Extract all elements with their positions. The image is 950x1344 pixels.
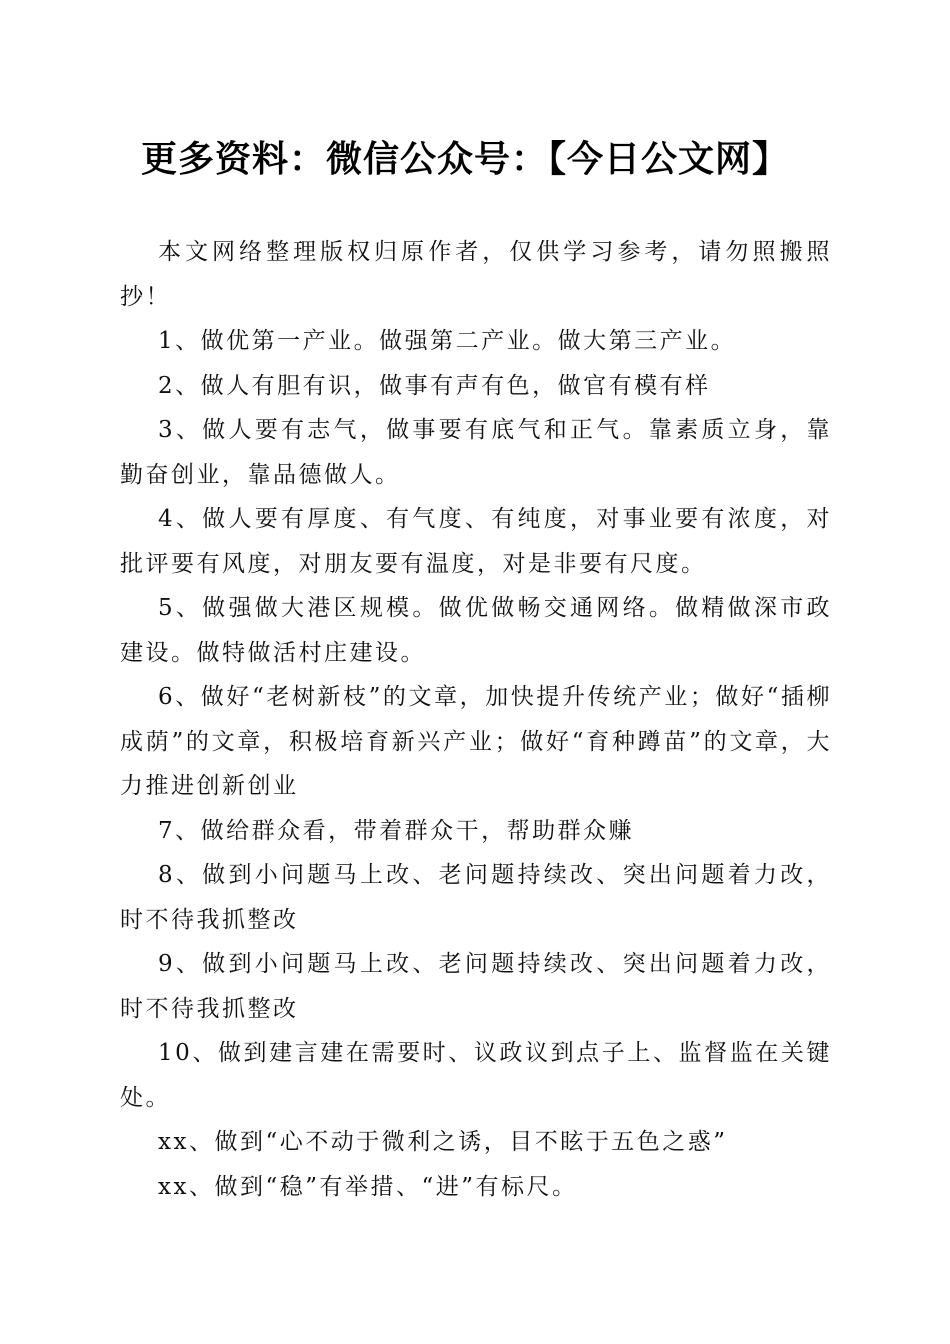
list-item-7: 7、做给群众看，带着群众干，帮助群众赚	[158, 817, 635, 844]
list-item-5: 5、做强做大港区规模。做优做畅交通网络。做精做深市政建设。做特做活村庄建设。	[120, 595, 832, 666]
list-item-9: 9、做到小问题马上改、老问题持续改、突出问题着力改，时不待我抓整改	[120, 951, 832, 1022]
list-item-xx-b: xx、做到“稳”有举措、“进”有标尺。	[158, 1173, 578, 1200]
list-item-6: 6、做好“老树新枝”的文章，加快提升传统产业；做好“插柳成荫”的文章，积极培育新兴产业；做好“育种蹲苗”的文章，大力推进创新创业	[120, 684, 832, 799]
document-body	[120, 230, 832, 1209]
list-item-2: 2、做人有胆有识，做事有声有色，做官有模有样	[158, 372, 711, 399]
page-title: 更多资料：微信公众号：【今日公文网】	[140, 138, 789, 180]
list-item-10: 10、做到建言建在需要时、议政议到点子上、监督监在关键处。	[120, 1040, 832, 1111]
list-item-1: 1、做优第一产业。做强第二产业。做大第三产业。	[158, 328, 737, 354]
list-item-4: 4、做人要有厚度、有气度、有纯度，对事业要有浓度，对批评要有风度，对朋友要有温度，对是非要有尺度。	[120, 506, 832, 577]
copyright-notice: 本文网络整理版权归原作者，仅供学习参考，请勿照搬照抄！	[120, 239, 832, 310]
list-item-3: 3、做人要有志气，做事要有底气和正气。靠素质立身，靠勤奋创业，靠品德做人。	[120, 417, 832, 488]
list-item-8: 8、做到小问题马上改、老问题持续改、突出问题着力改，时不待我抓整改	[120, 862, 832, 933]
list-item-xx-a: xx、做到“心不动于微利之诱，目不眩于五色之惑”	[158, 1129, 728, 1155]
